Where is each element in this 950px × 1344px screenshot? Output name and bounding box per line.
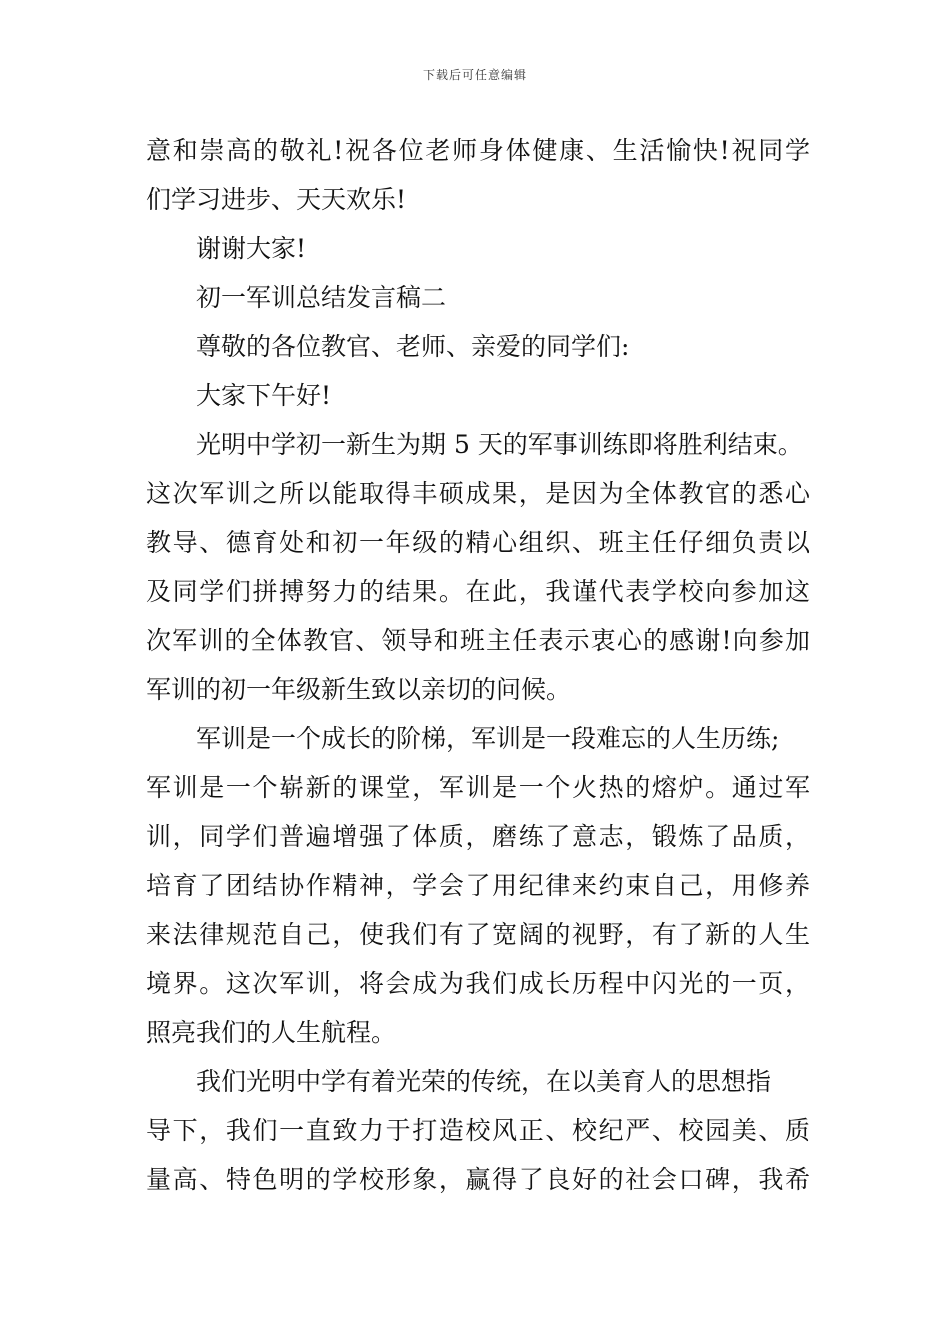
text-line: 光明中学初一新生为期 5 天的军事训练即将胜利结束。 xyxy=(196,430,803,459)
document-body xyxy=(146,126,810,1204)
text-line: 导下，我们一直致力于打造校风正、校纪严、校园美、质 xyxy=(146,1116,810,1145)
text-line: 教导、德育处和初一年级的精心组织、班主任仔细负责以 xyxy=(146,528,810,557)
text-line: 培育了团结协作精神，学会了用纪律来约束自己，用修养 xyxy=(146,871,810,900)
text-line: 谢谢大家! xyxy=(196,234,307,263)
text-line: 们学习进步、天天欢乐! xyxy=(146,185,407,214)
text-line: 意和崇高的敬礼!祝各位老师身体健康、生活愉快!祝同学 xyxy=(146,136,810,165)
text-line: 量高、特色明的学校形象，赢得了良好的社会口碑，我希 xyxy=(146,1165,810,1194)
text-line: 训，同学们普遍增强了体质，磨练了意志，锻炼了品质， xyxy=(146,822,810,851)
text-line: 这次军训之所以能取得丰硕成果，是因为全体教官的悉心 xyxy=(146,479,810,508)
text-line: 军训是一个成长的阶梯，军训是一段难忘的人生历练; xyxy=(196,724,780,753)
text-line: 军训是一个崭新的课堂，军训是一个火热的熔炉。通过军 xyxy=(146,773,810,802)
text-line: 次军训的全体教官、领导和班主任表示衷心的感谢!向参加 xyxy=(146,626,810,655)
text-line: 大家下午好! xyxy=(196,381,332,410)
text-line: 照亮我们的人生航程。 xyxy=(146,1018,397,1047)
text-line: 来法律规范自己，使我们有了宽阔的视野，有了新的人生 xyxy=(146,920,810,949)
text-line: 及同学们拼搏努力的结果。在此，我谨代表学校向参加这 xyxy=(146,577,810,606)
page-header: 下载后可任意编辑 xyxy=(422,68,527,82)
section-title: 初一军训总结发言稿二 xyxy=(196,283,447,312)
text-line: 军训的初一年级新生致以亲切的问候。 xyxy=(146,675,572,704)
text-line: 境界。这次军训，将会成为我们成长历程中闪光的一页， xyxy=(146,969,810,998)
text-line: 我们光明中学有着光荣的传统，在以美育人的思想指 xyxy=(196,1067,772,1096)
text-line: 尊敬的各位教官、老师、亲爱的同学们: xyxy=(196,332,630,361)
